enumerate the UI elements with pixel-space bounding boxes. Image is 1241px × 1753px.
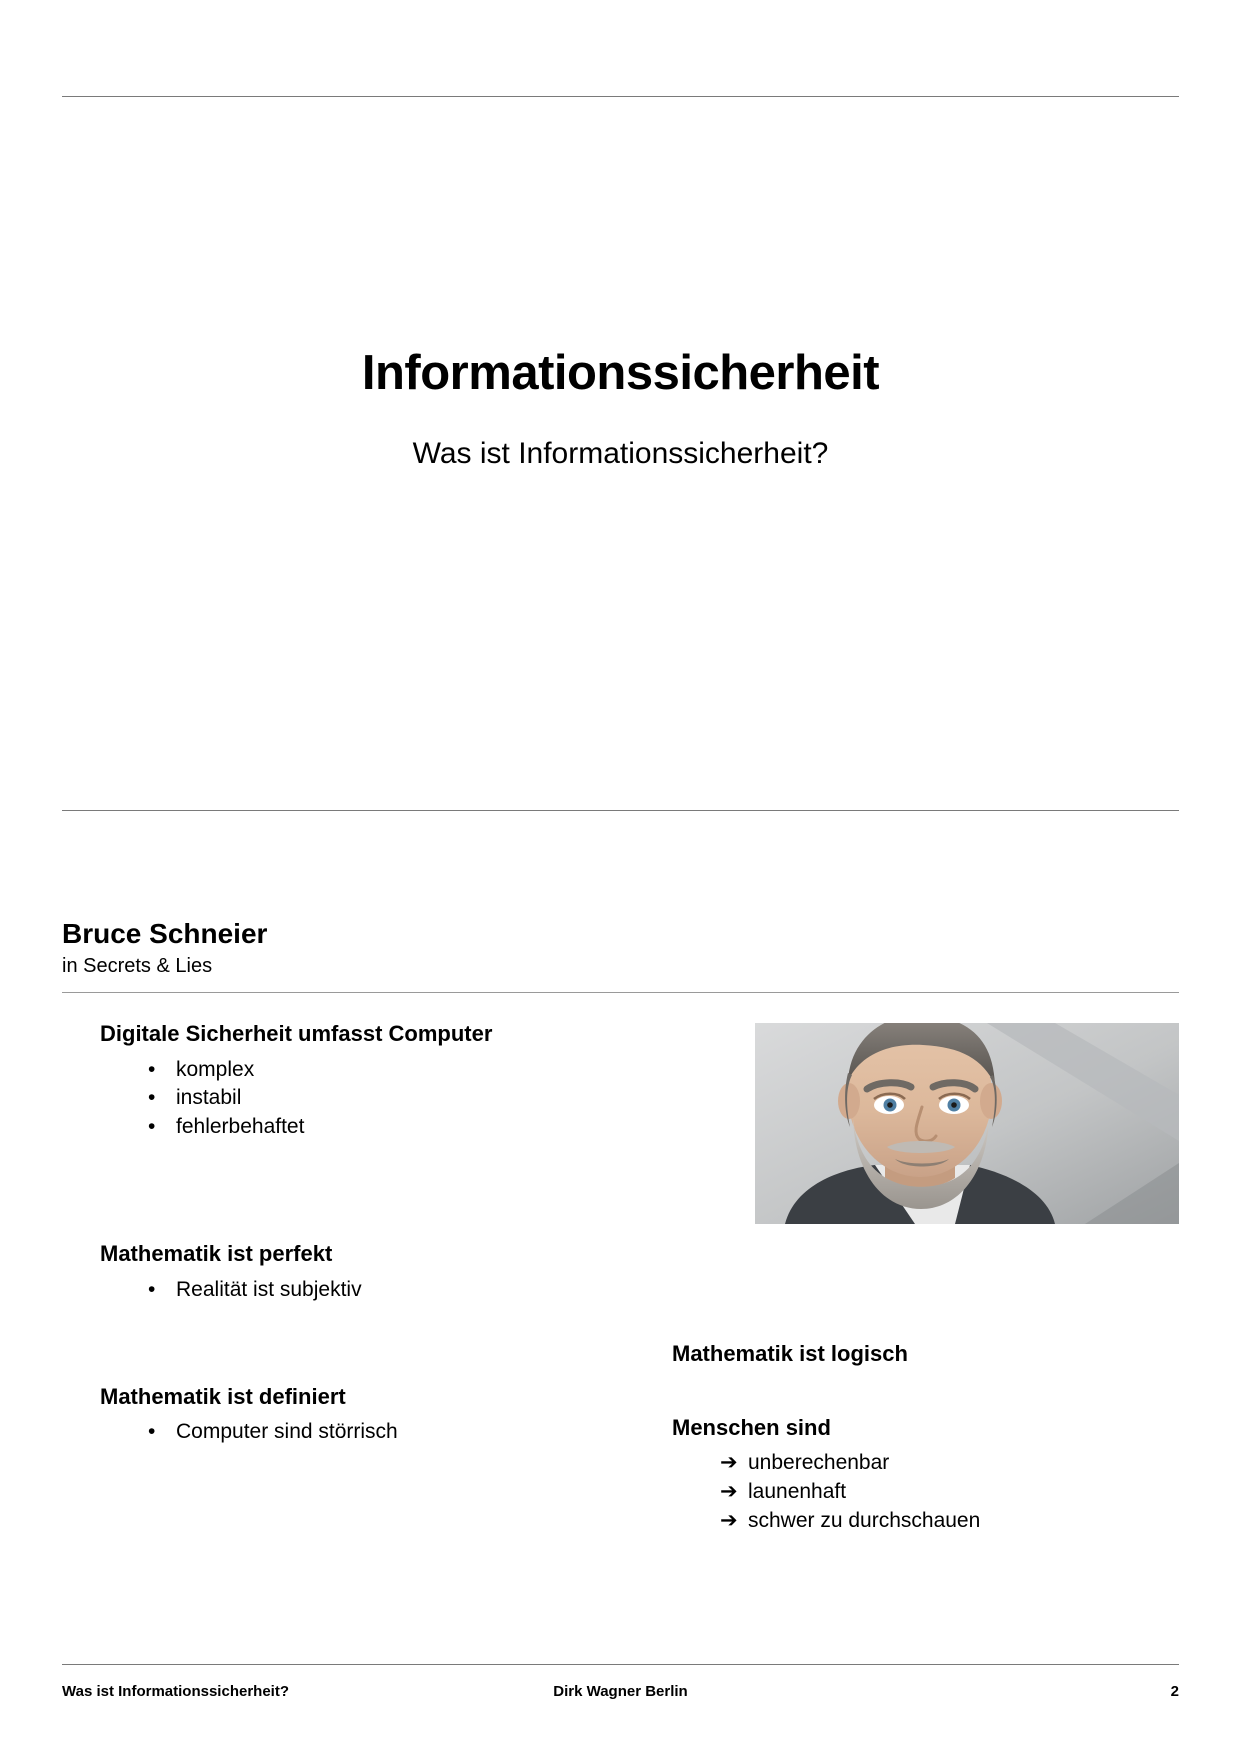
arrow-marker-icon: ➔ [720, 1451, 738, 1474]
footer-page-number: 2 [1170, 1683, 1179, 1700]
header-divider [62, 96, 1179, 97]
list-item [148, 1418, 660, 1447]
group-heading: Digitale Sicherheit umfasst Computer [100, 1021, 493, 1046]
list-item-label: komplex [176, 1057, 255, 1081]
author-source: in Secrets & Lies [62, 955, 213, 977]
list-item [720, 1478, 1182, 1507]
list-item-label: Realität ist subjektiv [176, 1277, 362, 1301]
bullet-marker-icon: • [148, 1420, 156, 1444]
list-item-label: schwer zu durchschauen [748, 1508, 981, 1532]
footer-left-text: Was ist Informationssicherheit? [62, 1683, 289, 1700]
bullet-list [672, 1449, 1182, 1536]
list-item [148, 1276, 660, 1305]
spacer [100, 1305, 660, 1383]
list-item-label: instabil [176, 1086, 242, 1110]
content-column-right [672, 1340, 1182, 1536]
group-heading: Mathematik ist definiert [100, 1383, 346, 1409]
title-section-divider [62, 810, 1179, 811]
list-item [720, 1507, 1182, 1536]
group-heading: Menschen sind [672, 1414, 831, 1440]
page-title: Informationssicherheit [361, 346, 880, 400]
list-item-label: unberechenbar [748, 1451, 890, 1474]
list-item [148, 1056, 660, 1085]
list-item [148, 1113, 660, 1142]
spacer [672, 1368, 1182, 1414]
portrait-photo [755, 1023, 1179, 1224]
group-heading: Mathematik ist perfekt [100, 1241, 333, 1267]
bullet-list [100, 1276, 660, 1305]
author-name: Bruce Schneier [62, 918, 268, 949]
bullet-marker-icon: • [148, 1086, 156, 1110]
content-group [672, 1414, 1182, 1536]
footer-center-text: Dirk Wagner Berlin [553, 1683, 688, 1700]
content-group [100, 1020, 660, 1142]
list-item [148, 1084, 660, 1113]
list-item-label: launenhaft [748, 1479, 847, 1503]
bullet-marker-icon: • [148, 1057, 156, 1081]
content-group [100, 1383, 660, 1447]
list-item-label: fehlerbehaftet [176, 1115, 305, 1139]
content-group [672, 1340, 1182, 1368]
spacer [100, 1142, 660, 1240]
bullet-list [100, 1056, 660, 1143]
content-group [100, 1240, 660, 1304]
bullet-list [100, 1418, 660, 1447]
content-column-left [100, 1020, 660, 1447]
group-heading: Mathematik ist logisch [672, 1341, 908, 1366]
bullet-marker-icon: • [148, 1115, 156, 1139]
footer-divider [62, 1664, 1179, 1665]
page-subtitle: Was ist Informationssicherheit? [412, 437, 829, 470]
arrow-marker-icon: ➔ [720, 1508, 738, 1532]
bullet-marker-icon: • [148, 1277, 156, 1301]
author-divider [62, 992, 1179, 993]
list-item [720, 1449, 1182, 1478]
list-item-label: Computer sind störrisch [176, 1420, 398, 1444]
arrow-marker-icon: ➔ [720, 1479, 738, 1503]
portrait-photo-icon [755, 1023, 1179, 1224]
